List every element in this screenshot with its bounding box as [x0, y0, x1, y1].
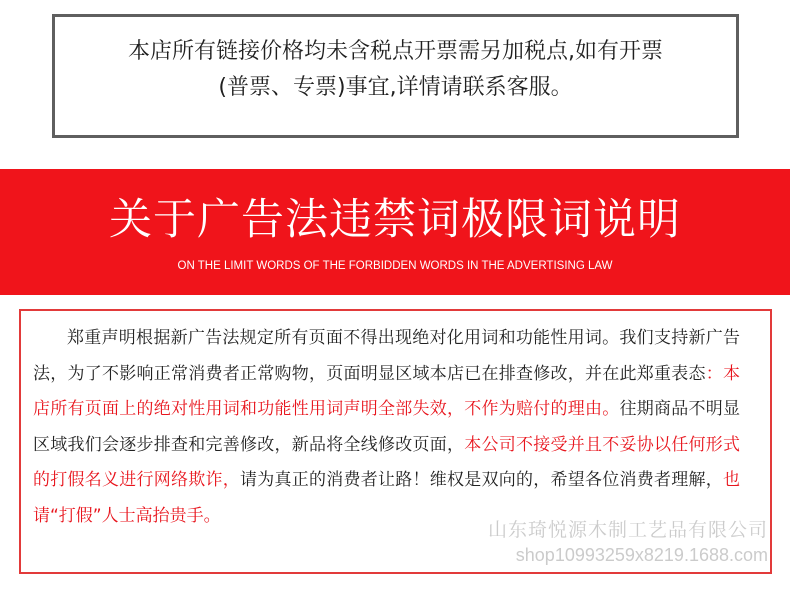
banner-subtitle: ON THE LIMIT WORDS OF THE FORBIDDEN WORDS IN THE ADVERTISING LAW: [177, 260, 613, 272]
statement-highlight-3: 也请“打假”人士高抬贵手。: [33, 470, 740, 526]
tax-notice-line-2: (普票、专票)事宜,详情请联系客服。: [218, 75, 573, 100]
statement-part-2: 往期商品不明显区域我们会逐步排查和完善修改，新品将全线修改页面，: [33, 399, 740, 455]
statement-part-3: 请为真正的消费者让路！维权是双向的，希望各位消费者理解，: [240, 470, 723, 490]
announcement-banner: [0, 169, 790, 295]
banner-title: 关于广告法违禁词极限词说明: [109, 195, 681, 245]
statement-part-1: 郑重声明根据新广告法规定所有页面不得出现绝对化用词和功能性用词。我们支持新广告法，为了不影响正常消费者正常购物，页面明显区域本店已在排查修改，并在此郑重表态: [33, 328, 740, 384]
tax-notice-line-1: 本店所有链接价格均未含税点开票需另加税点,如有开票: [128, 39, 663, 64]
tax-notice-box: [52, 14, 739, 138]
statement-highlight-2: 本公司不接受并且不妥协以任何形式的打假名义进行网络欺诈，: [33, 434, 740, 490]
statement-paragraph: [33, 321, 740, 534]
statement-highlight-1: ：本店所有页面上的绝对性用词和功能性用词声明全部失效，不作为赔付的理由。: [33, 363, 740, 419]
watermark-url: shop1099325​9x8219.1688.com: [515, 545, 768, 565]
watermark-company: 山东琦悦源木制工艺品有限公司: [487, 519, 768, 541]
